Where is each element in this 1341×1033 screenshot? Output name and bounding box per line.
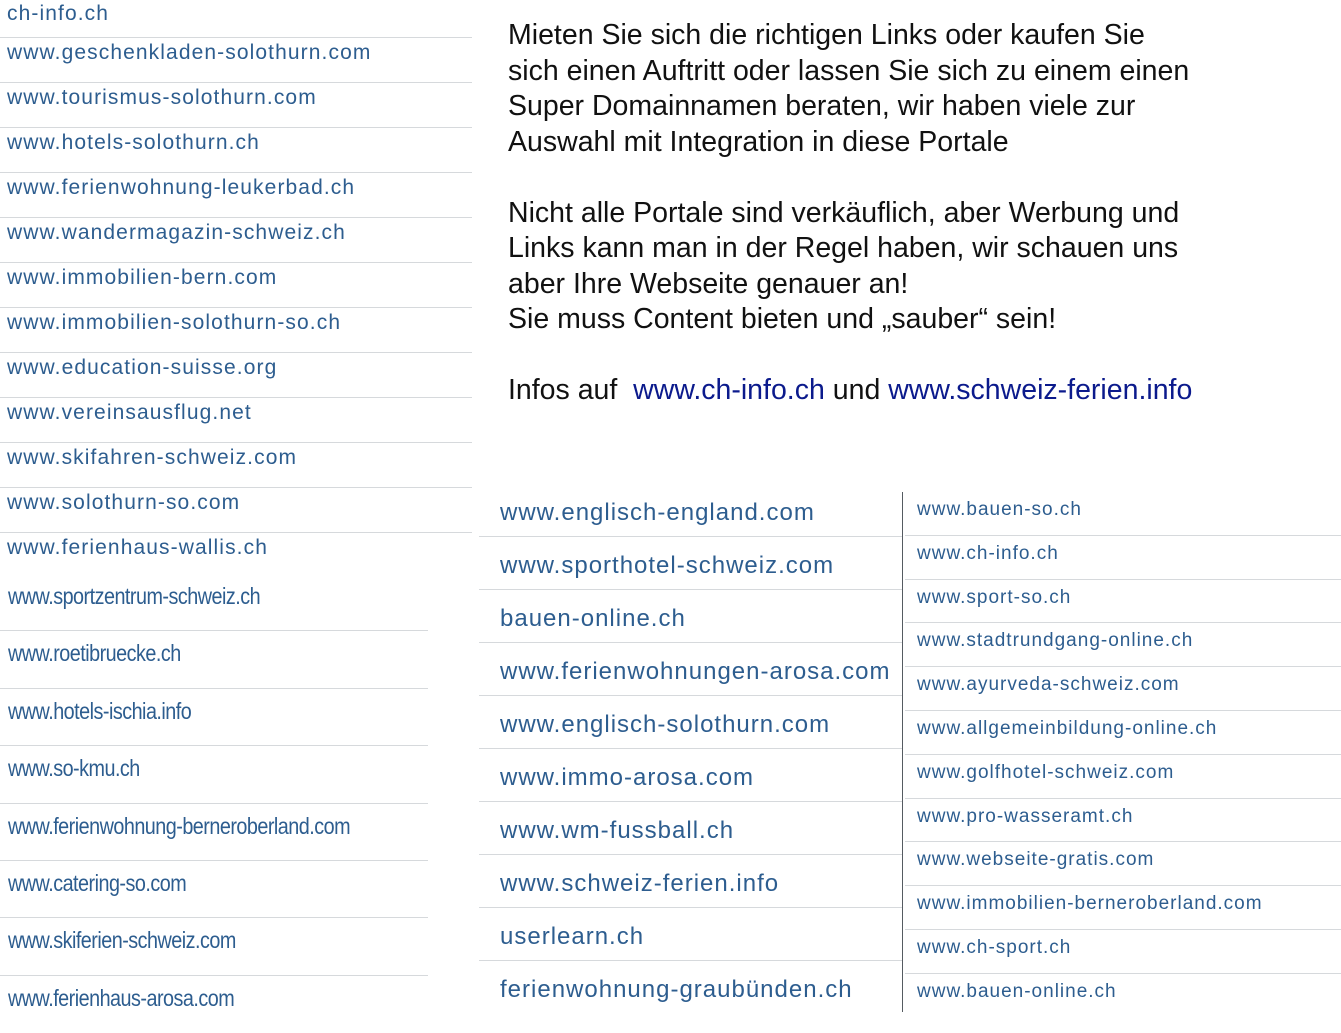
promo-line: aber Ihre Webseite genauer an!: [508, 267, 909, 300]
domain-link[interactable]: [905, 799, 1341, 843]
domain-link-text: www.ch-sport.ch: [917, 936, 1072, 958]
domain-link[interactable]: [0, 38, 472, 83]
domain-link[interactable]: [905, 711, 1341, 755]
domain-link-text: www.sporthotel-schweiz.com: [500, 552, 835, 579]
domain-link-text: www.wandermagazin-schweiz.ch: [7, 221, 346, 244]
promo-line: sich einen Auftritt oder lassen Sie sich zu einem einen: [508, 54, 1190, 87]
domain-list-d: [905, 492, 1341, 1018]
domain-link[interactable]: [905, 886, 1341, 930]
domain-link-text: www.geschenkladen-solothurn.com: [7, 41, 372, 64]
domain-link[interactable]: [479, 749, 903, 802]
domain-link[interactable]: [0, 689, 428, 746]
domain-link-text: www.allgemeinbildung-online.ch: [917, 717, 1218, 739]
domain-link-text: www.solothurn-so.com: [7, 491, 241, 514]
domain-link-text: ferienwohnung-graubünden.ch: [500, 976, 853, 1003]
domain-link-text: www.pro-wasseramt.ch: [917, 805, 1134, 827]
domain-link-text: www.so-kmu.ch: [8, 755, 140, 782]
domain-link[interactable]: [0, 746, 428, 803]
domain-link-text: www.tourismus-solothurn.com: [7, 86, 317, 109]
domain-link[interactable]: [0, 173, 472, 218]
domain-link-text: www.schweiz-ferien.info: [500, 870, 780, 897]
column-divider: [902, 492, 903, 1012]
ch-info-link[interactable]: www.ch-info.ch: [633, 374, 825, 406]
domain-link-text: www.catering-so.com: [8, 869, 187, 896]
domain-link-text: www.skifahren-schweiz.com: [7, 446, 298, 469]
paragraph-gap: [508, 338, 1328, 374]
infos-line: [508, 373, 1328, 409]
infos-prefix: Infos auf: [508, 374, 626, 406]
schweiz-ferien-link[interactable]: www.schweiz-ferien.info: [888, 374, 1193, 406]
domain-link-text: www.englisch-england.com: [500, 499, 815, 526]
domain-link-text: www.webseite-gratis.com: [917, 849, 1155, 871]
promo-line: Links kann man in der Regel haben, wir schauen uns: [508, 232, 1179, 264]
domain-link[interactable]: [479, 590, 903, 643]
domain-link-text: www.vereinsausflug.net: [7, 401, 252, 424]
domain-link[interactable]: [905, 623, 1341, 667]
domain-link-text: www.golfhotel-schweiz.com: [917, 761, 1175, 783]
domain-link-text: www.roetibruecke.ch: [8, 640, 181, 667]
domain-link[interactable]: [0, 218, 472, 263]
promo-line: Super Domainnamen beraten, wir haben viele zur: [508, 90, 1136, 122]
domain-link-text: www.immo-arosa.com: [500, 764, 755, 791]
domain-link-text: www.immobilien-berneroberland.com: [917, 893, 1263, 915]
domain-link[interactable]: [905, 842, 1341, 886]
domain-link-text: www.ferienhaus-wallis.ch: [7, 536, 268, 559]
domain-link-text: bauen-online.ch: [500, 605, 686, 632]
domain-link[interactable]: [0, 631, 428, 688]
domain-link-text: www.sport-so.ch: [917, 586, 1072, 608]
domain-link[interactable]: [0, 976, 428, 1033]
promo-line: Sie muss Content bieten und „sauber“ sein!: [508, 303, 1057, 335]
domain-link-text: www.ayurveda-schweiz.com: [917, 674, 1180, 696]
domain-link[interactable]: [479, 802, 903, 855]
infos-middle: und: [824, 374, 889, 406]
domain-link[interactable]: [0, 918, 428, 975]
domain-link[interactable]: [0, 353, 472, 398]
domain-link-text: www.wm-fussball.ch: [500, 817, 735, 844]
domain-link[interactable]: [0, 533, 472, 573]
domain-link-text: www.bauen-so.ch: [917, 499, 1082, 520]
domain-link[interactable]: [0, 0, 472, 38]
domain-link[interactable]: [905, 580, 1341, 624]
domain-link-text: userlearn.ch: [500, 923, 645, 950]
domain-link-text: www.sportzentrum-schweiz.ch: [8, 583, 261, 609]
domain-link[interactable]: [0, 398, 472, 443]
domain-link-text: www.immobilien-bern.com: [7, 266, 278, 289]
domain-link[interactable]: [479, 855, 903, 908]
domain-link-text: www.ferienwohnungen-arosa.com: [500, 658, 891, 685]
domain-link-text: www.education-suisse.org: [7, 356, 278, 379]
domain-link[interactable]: [0, 861, 428, 918]
domain-link[interactable]: [905, 930, 1341, 974]
domain-link-text: www.ferienhaus-arosa.com: [8, 984, 235, 1011]
domain-link[interactable]: [0, 488, 472, 533]
paragraph-gap: [508, 160, 1328, 196]
domain-link-text: www.ferienwohnung-leukerbad.ch: [7, 176, 356, 199]
domain-link[interactable]: [479, 696, 903, 749]
domain-link[interactable]: [479, 961, 903, 1014]
promo-text-block: [508, 18, 1328, 409]
domain-link-text: www.stadtrundgang-online.ch: [917, 630, 1194, 652]
domain-link[interactable]: [905, 536, 1341, 580]
domain-link-text: www.skiferien-schweiz.com: [8, 927, 236, 954]
domain-list-b: [0, 574, 428, 1033]
domain-link[interactable]: [479, 908, 903, 961]
domain-link-text: www.ch-info.ch: [917, 542, 1059, 564]
domain-link-text: ch-info.ch: [7, 2, 110, 25]
domain-link[interactable]: [905, 667, 1341, 711]
domain-link-text: www.immobilien-solothurn-so.ch: [7, 311, 342, 334]
domain-link[interactable]: [479, 643, 903, 696]
domain-link[interactable]: [905, 974, 1341, 1018]
domain-link-text: www.ferienwohnung-berneroberland.com: [8, 812, 351, 839]
domain-link[interactable]: [0, 574, 428, 631]
domain-link[interactable]: [905, 492, 1341, 536]
domain-link-text: www.hotels-solothurn.ch: [7, 131, 260, 154]
domain-list-a: [0, 0, 472, 573]
domain-link-text: www.englisch-solothurn.com: [500, 711, 831, 738]
domain-link[interactable]: [0, 804, 428, 861]
domain-list-c: [479, 484, 903, 1014]
domain-link[interactable]: [905, 755, 1341, 799]
domain-link[interactable]: [0, 263, 472, 308]
domain-link-text: www.hotels-ischia.info: [8, 697, 192, 724]
domain-link[interactable]: [0, 83, 472, 128]
domain-link[interactable]: [479, 537, 903, 590]
domain-link[interactable]: [0, 443, 472, 488]
domain-link[interactable]: [0, 128, 472, 173]
promo-line: Mieten Sie sich die richtigen Links oder kaufen Sie: [508, 19, 1145, 51]
domain-link[interactable]: [0, 308, 472, 353]
domain-link[interactable]: [479, 484, 903, 537]
promo-line: Auswahl mit Integration in diese Portale: [508, 125, 1009, 158]
promo-line: Nicht alle Portale sind verkäuflich, aber Werbung und: [508, 196, 1180, 229]
domain-link-text: www.bauen-online.ch: [917, 980, 1117, 1002]
